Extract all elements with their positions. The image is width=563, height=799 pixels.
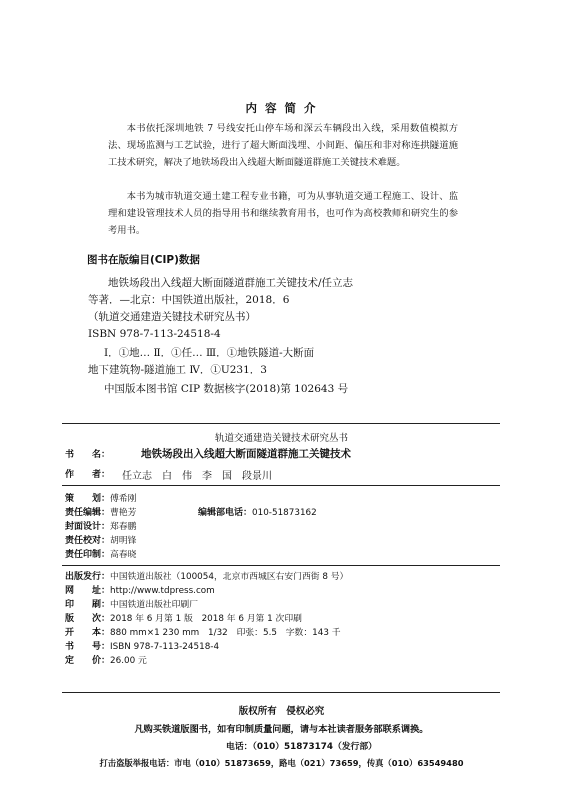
cip-line-series: （轨道交通建造关键技术研究丛书） xyxy=(88,311,256,323)
staff-label: 封面设计： xyxy=(65,522,111,532)
editorial-phone-value: 010-51873162 xyxy=(252,508,317,518)
cip-record-number: 中国版本图书馆 CIP 数据核字(2018)第 102643 号 xyxy=(104,383,349,395)
intro-paragraph-1: 本书依托深圳地铁 7 号线安托山停车场和深云车辆段出入线，采用数值模拟方法、现场监测与工艺试验，进行了超大断面浅埋、小间距、偏压和非对称连拱隧道施工技术研究，解决了地铁场段出入线超大断面隧道群施工关键技术难题。 xyxy=(108,123,458,168)
staff-value: 傅希刚 xyxy=(110,494,137,504)
staff-value: 高春晓 xyxy=(110,550,137,560)
book-title: 地铁场段出入线超大断面隧道群施工关键技术 xyxy=(141,448,351,460)
publication-label: 版 次： xyxy=(65,614,111,624)
cip-line-isbn: ISBN 978-7-113-24518-4 xyxy=(88,328,221,340)
publication-value: ISBN 978-7-113-24518-4 xyxy=(110,642,220,652)
publication-row xyxy=(65,583,215,596)
divider-bottom xyxy=(62,692,500,693)
divider-staff xyxy=(62,485,500,486)
publication-value: 880 mm×1 230 mm 1/32 印张：5.5 字数：143 千 xyxy=(110,628,341,638)
staff-value: 曹艳芳 xyxy=(110,508,137,518)
piracy-hotline: 打击盗版举报电话：市电（010）51873659，路电（021）73659，传真（010）63549480 xyxy=(99,758,464,768)
divider-top xyxy=(62,423,500,424)
book-title-label: 书 名： xyxy=(65,450,111,460)
publication-label: 出版发行： xyxy=(65,572,111,582)
staff-row xyxy=(65,491,136,504)
staff-label: 责任校对： xyxy=(65,536,111,546)
staff-row xyxy=(65,519,136,532)
editorial-phone-label: 编辑部电话： xyxy=(198,508,253,518)
publication-label: 定 价： xyxy=(65,656,111,666)
publication-value: 2018 年 6 月第 1 版 2018 年 6 月第 1 次印刷 xyxy=(110,614,302,624)
publication-label: 网 址： xyxy=(65,586,111,596)
publication-row xyxy=(65,611,302,624)
intro-title: 内 容 简 介 xyxy=(245,101,318,115)
staff-row xyxy=(65,547,136,560)
publication-label: 开 本： xyxy=(65,628,111,638)
intro-paragraph-2: 本书为城市轨道交通土建工程专业书籍，可为从事轨道交通工程施工、设计、监理和建设管理技术人员的指导用书和继续教育用书，也可作为高校教师和研究生的参考用书。 xyxy=(108,191,458,236)
staff-label: 策 划： xyxy=(65,494,111,504)
cip-line-title: 地铁场段出入线超大断面隧道群施工关键技术/任立志 xyxy=(108,277,354,289)
staff-value: 胡明锋 xyxy=(110,536,137,546)
publication-label: 书 号： xyxy=(65,642,111,652)
rights-title: 版权所有 侵权必究 xyxy=(238,706,325,717)
publication-value: 中国铁道出版社（100054，北京市西城区右安门西街 8 号） xyxy=(110,572,349,582)
staff-row xyxy=(65,505,136,518)
author-label: 作 者： xyxy=(65,470,111,480)
quality-notice: 凡购买铁道版图书，如有印制质量问题，请与本社读者服务部联系调换。 xyxy=(134,724,429,735)
publication-label: 印 刷： xyxy=(65,600,111,610)
editorial-phone xyxy=(198,505,317,518)
publication-row xyxy=(65,625,341,638)
authors: 任立志 白 伟 李 国 段景川 xyxy=(122,471,272,482)
publication-value: 中国铁道出版社印刷厂 xyxy=(110,600,198,610)
series-name: 轨道交通建造关键技术研究丛书 xyxy=(214,433,348,444)
cip-line-publisher: 等著．—北京：中国铁道出版社，2018．6 xyxy=(88,294,290,306)
publication-row xyxy=(65,569,348,582)
divider-publication xyxy=(62,565,500,566)
publication-row xyxy=(65,653,147,666)
distribution-phone: 电话：（010）51873174（发行部） xyxy=(226,742,377,752)
cip-line-classification: 地下建筑物-隧道施工 Ⅳ．①U231．3 xyxy=(88,364,267,376)
publication-row xyxy=(65,597,198,610)
staff-label: 责任印制： xyxy=(65,550,111,560)
staff-row xyxy=(65,533,136,546)
staff-label: 责任编辑： xyxy=(65,508,111,518)
publication-value: 26.00 元 xyxy=(110,656,147,666)
cip-line-subjects: Ⅰ．①地… Ⅱ．①任… Ⅲ．①地铁隧道-大断面 xyxy=(104,347,315,359)
cip-heading: 图书在版编目(CIP)数据 xyxy=(87,254,200,266)
staff-value: 郑春鹏 xyxy=(110,522,137,532)
publication-row xyxy=(65,639,219,652)
website-link[interactable]: http://www.tdpress.com xyxy=(110,586,215,596)
